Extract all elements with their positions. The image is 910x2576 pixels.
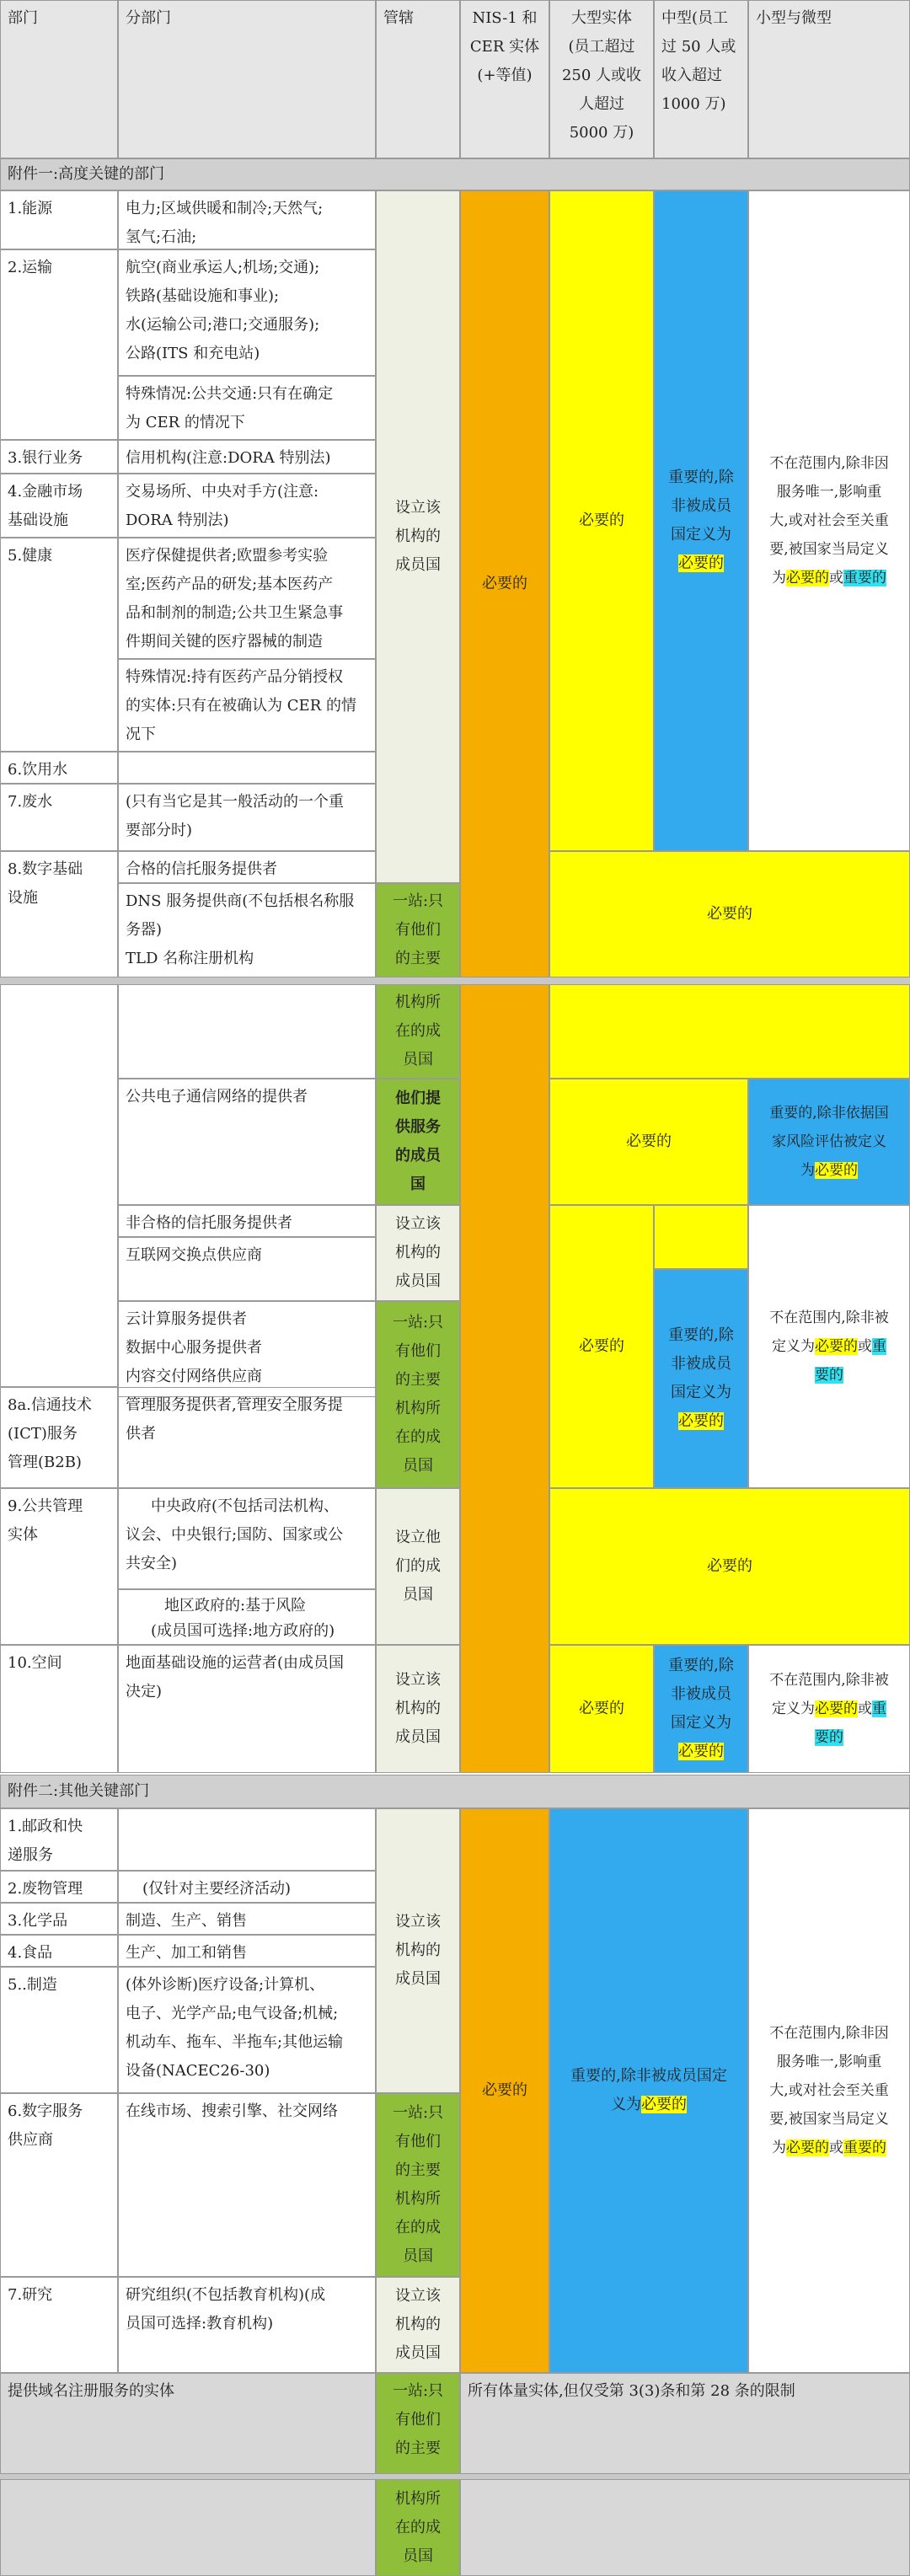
dns-jurisdiction: 一站:只 有他们 的主要: [376, 2373, 460, 2474]
subsector-digital-providers: 在线市场、搜索引擎、社交网络: [118, 2093, 376, 2277]
header-sector: 部门: [0, 0, 118, 158]
subsector-research: 研究组织(不包括教育机构)(成 员国可选择:教育机构): [118, 2277, 376, 2373]
public-admin-all-essential: 必要的: [549, 1488, 910, 1645]
subsector-health-special: 特殊情况:持有医药产品分销授权 的实体:只有在被确认为 CER 的情 况下: [118, 659, 376, 752]
medium-filler: [654, 1205, 748, 1269]
dns-entity-cont: [0, 2479, 376, 2576]
jurisdiction-service-provision: 他们提 供服务 的成员 国: [376, 1079, 460, 1205]
annex2-large-medium-important: 重要的,除非被成员国定 义为必要的: [549, 1808, 748, 2373]
subsector-dns-tld: DNS 服务提供商(不包括根名称服 务器) TLD 名称注册机构: [118, 883, 376, 977]
jurisdiction-main-establishment-2: 一站:只 有他们 的主要 机构所 在的成 员国: [376, 1301, 460, 1488]
jurisdiction-main-cont: 机构所 在的成 员国: [376, 984, 460, 1079]
dns-note: 所有体量实体,但仅受第 3(3)条和第 28 条的限制: [460, 2373, 910, 2474]
header-jurisdiction: 管辖: [376, 0, 460, 158]
ecn-small-important: 重要的,除非依据国 家风险评估被定义 为必要的: [748, 1079, 910, 1205]
subsector-transport: 航空(商业承运人;机场;交通); 铁路(基础设施和事业); 水(运输公司;港口;交通服务); 公路(ITS 和充电站): [118, 249, 376, 376]
subsector-dns-cont: [118, 984, 376, 1079]
sector-manufacturing: 5..制造: [0, 1967, 118, 2093]
large-essential: 必要的: [549, 190, 654, 851]
subsector-public-ecn: 公共电子通信网络的提供者: [118, 1079, 376, 1205]
sector-transport: 2.运输: [0, 249, 118, 440]
sector-space: 10.空间: [0, 1645, 118, 1773]
sector-health: 5.健康: [0, 538, 118, 752]
space-large-essential: 必要的: [549, 1645, 654, 1773]
sector-energy: 1.能源: [0, 190, 118, 249]
sector-postal: 1.邮政和快 递服务: [0, 1808, 118, 1871]
nis-cer-essential-cont: [460, 984, 549, 1773]
jurisdiction-space: 设立该 机构的 成员国: [376, 1645, 460, 1773]
ecn-large-medium-essential: 必要的: [549, 1079, 748, 1205]
sector-public-admin: 9.公共管理 实体: [0, 1488, 118, 1645]
subsector-central-gov: 中央政府(不包括司法机构、 议会、中央银行;国防、国家或公 共安全): [118, 1488, 376, 1589]
digital-large-essential: 必要的: [549, 1205, 654, 1488]
space-medium-important: 重要的,除 非被成员 国定义为 必要的: [654, 1645, 748, 1773]
sector-waste-mgmt: 2.废物管理: [0, 1871, 118, 1903]
annex2-title: 附件二:其他关键部门: [0, 1775, 910, 1808]
subsector-cloud-dc-cdn: 云计算服务提供者 数据中心服务提供者 内容交付网络供应商: [118, 1301, 376, 1397]
header-small-micro: 小型与微型: [748, 0, 910, 158]
subsector-msp: 管理服务提供者,管理安全服务提 供者: [118, 1387, 376, 1488]
sector-banking: 3.银行业务: [0, 440, 118, 474]
sector-ict-management: 8a.信通技术 (ICT)服务 管理(B2B): [0, 1387, 118, 1488]
jurisdiction-member-state-2: 设立该 机构的 成员国: [376, 1205, 460, 1301]
dns-entity-label: 提供域名注册服务的实体: [0, 2373, 376, 2474]
annex1-title: 附件一:高度关键的部门: [0, 158, 910, 190]
dns-all-essential-cont: [549, 984, 910, 1079]
subsector-banking: 信用机构(注意:DORA 特别法): [118, 440, 376, 474]
nis-cer-essential: 必要的: [460, 190, 549, 977]
subsector-chemicals: 制造、生产、销售: [118, 1903, 376, 1935]
annex2-small-out-of-scope: 不在范围内,除非因 服务唯一,影响重 大,或对社会至关重 要,被国家当局定义 为必要的或重要的: [748, 1808, 910, 2373]
subsector-drinking-water: [118, 752, 376, 784]
subsector-ground-infra: 地面基础设施的运营者(由成员国 决定): [118, 1645, 376, 1773]
sector-research: 7.研究: [0, 2277, 118, 2373]
sector-fmi: 4.金融市场 基础设施: [0, 474, 118, 538]
subsector-health: 医疗保健提供者;欧盟参考实验 室;医药产品的研发;基本医药产 品和制剂的制造;公共卫生紧急事 件期间关键的医疗器械的制造: [118, 538, 376, 659]
annex2-jurisdiction-member-state: 设立该 机构的 成员国: [376, 1808, 460, 2093]
header-nis-cer: NIS-1 和 CER 实体 (+等值): [460, 0, 549, 158]
dns-note-cont: [460, 2479, 910, 2576]
subsector-transport-special: 特殊情况:公共交通:只有在确定 为 CER 的情况下: [118, 376, 376, 440]
sector-drinking-water: 6.饮用水: [0, 752, 118, 784]
header-large-entity: 大型实体 (员工超过 250 人或收 人超过 5000 万): [549, 0, 654, 158]
subsector-waste-water: (只有当它是其一般活动的一个重 要部分时): [118, 784, 376, 851]
sector-waste-water: 7.废水: [0, 784, 118, 851]
jurisdiction-main-establishment: 一站:只 有他们 的主要: [376, 883, 460, 977]
subsector-regional-gov: 地区政府的:基于风险 (成员国可选择:地方政府的): [118, 1589, 376, 1645]
table-page-break: [0, 977, 910, 984]
sector-food: 4.食品: [0, 1935, 118, 1967]
subsector-fmi: 交易场所、中央对手方(注意: DORA 特别法): [118, 474, 376, 538]
sector-chemicals: 3.化学品: [0, 1903, 118, 1935]
sector-digital-cont: [0, 984, 118, 1387]
annex2-jurisdiction-main: 一站:只 有他们 的主要 机构所 在的成 员国: [376, 2093, 460, 2277]
header-subsector: 分部门: [118, 0, 376, 158]
subsector-qtsp: 合格的信托服务提供者: [118, 851, 376, 883]
sector-digital-providers: 6.数字服务 供应商: [0, 2093, 118, 2277]
digital-medium-important: 重要的,除 非被成员 国定义为 必要的: [654, 1269, 748, 1488]
subsector-postal: [118, 1808, 376, 1871]
jurisdiction-member-state: 设立该 机构的 成员国: [376, 190, 460, 883]
dns-jurisdiction-cont: 机构所 在的成 员国: [376, 2479, 460, 2576]
subsector-ixp: 互联网交换点供应商: [118, 1237, 376, 1301]
subsector-energy: 电力;区域供暖和制冷;天然气; 氢气;石油;: [118, 190, 376, 249]
subsector-non-qtsp: 非合格的信托服务提供者: [118, 1205, 376, 1237]
digital-small-out-of-scope: 不在范围内,除非被 定义为必要的或重 要的: [748, 1205, 910, 1488]
header-medium-entity: 中型(员工 过 50 人或 收入超过 1000 万): [654, 0, 748, 158]
sector-digital-infra: 8.数字基础 设施: [0, 851, 118, 977]
small-out-of-scope: 不在范围内,除非因 服务唯一,影响重 大,或对社会至关重 要,被国家当局定义 为必要的或重要的: [748, 190, 910, 851]
digital-all-essential: 必要的: [549, 851, 910, 977]
space-small-out-of-scope: 不在范围内,除非被 定义为必要的或重 要的: [748, 1645, 910, 1773]
subsector-manufacturing: (体外诊断)医疗设备;计算机、 电子、光学产品;电气设备;机械; 机动车、拖车、半拖车;其他运输 设备(NACEC26-30): [118, 1967, 376, 2093]
annex2-nis-cer-essential: 必要的: [460, 1808, 549, 2373]
annex2-jurisdiction-research: 设立该 机构的 成员国: [376, 2277, 460, 2373]
subsector-waste-mgmt: (仅针对主要经济活动): [118, 1871, 376, 1903]
jurisdiction-public-admin: 设立他 们的成 员国: [376, 1488, 460, 1645]
subsector-food: 生产、加工和销售: [118, 1935, 376, 1967]
medium-important: 重要的,除 非被成员 国定义为 必要的: [654, 190, 748, 851]
